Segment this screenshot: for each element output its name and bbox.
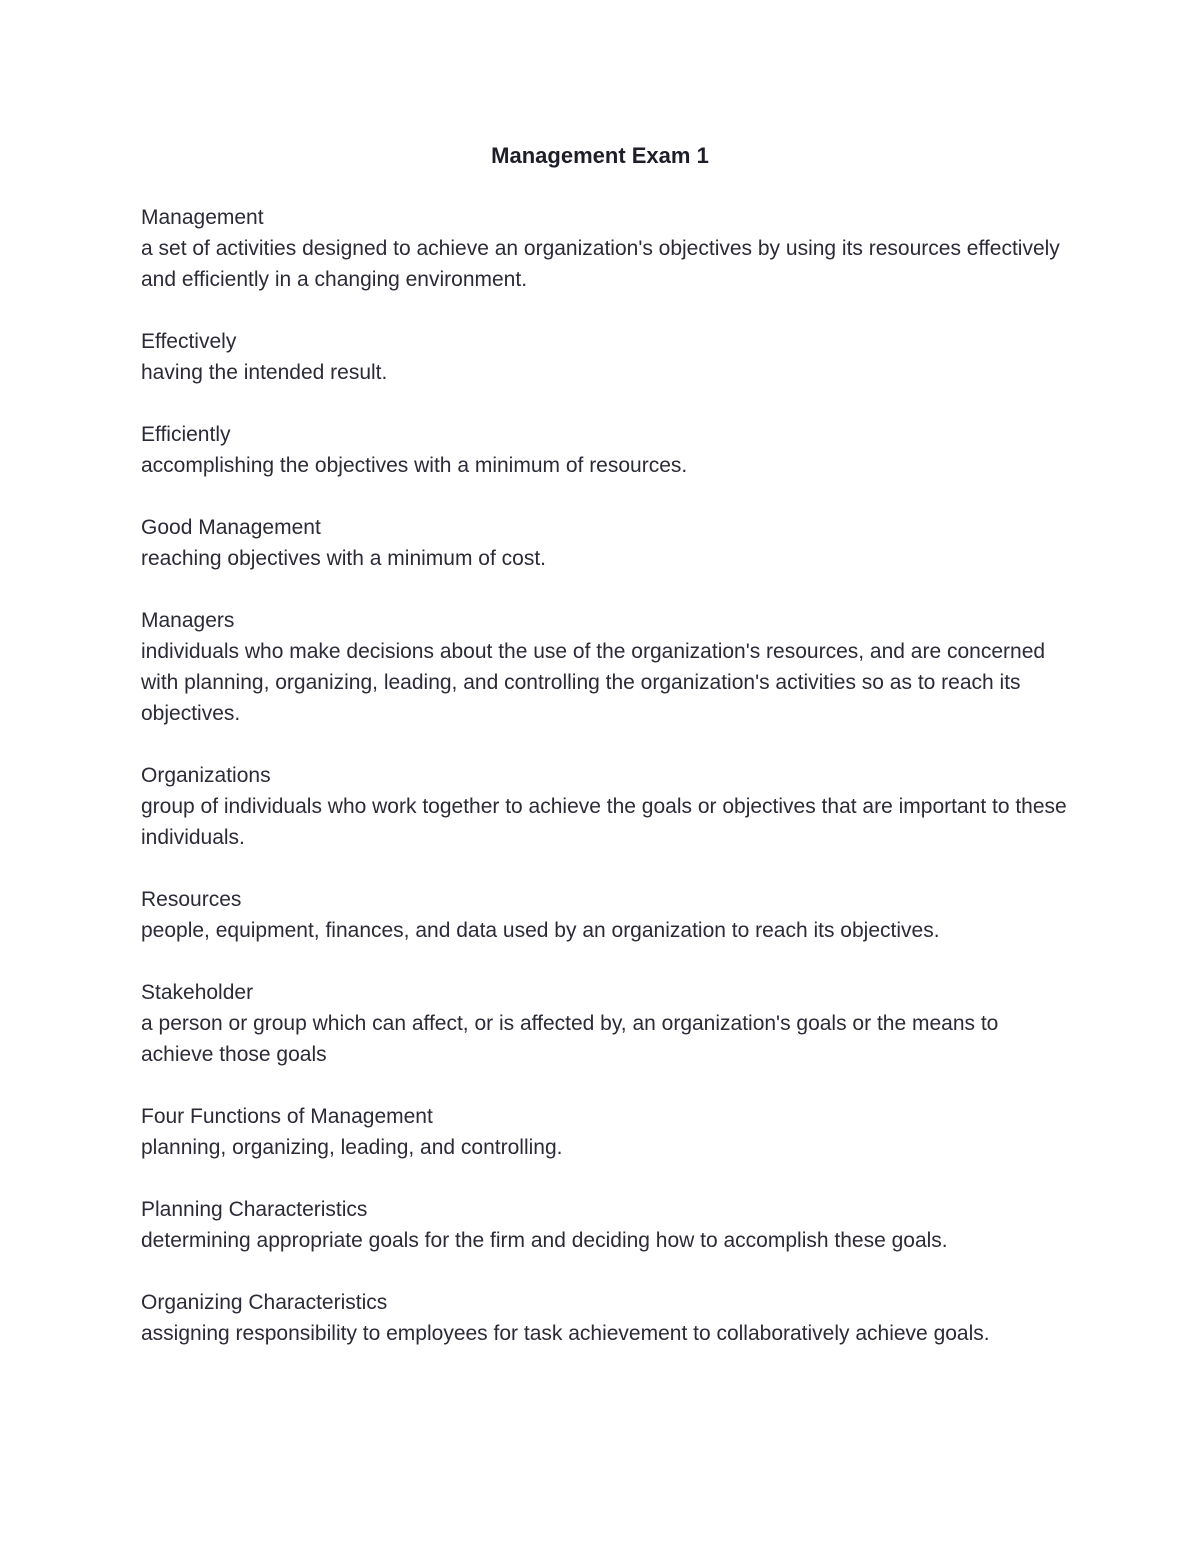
term-name: Stakeholder: [141, 981, 254, 1004]
term-name: Good Management: [141, 516, 321, 539]
term-entry: [141, 326, 1076, 388]
term-name: Organizing Characteristics: [141, 1291, 388, 1314]
term-name: Effectively: [141, 330, 237, 353]
term-definition: group of individuals who work together to achieve the goals or objectives that are important to these individuals.: [141, 795, 1067, 849]
term-list: [141, 202, 1076, 1380]
term-definition: planning, organizing, leading, and controlling.: [141, 1136, 563, 1159]
term-entry: [141, 977, 1076, 1070]
term-entry: [141, 760, 1076, 853]
term-definition: reaching objectives with a minimum of cost.: [141, 547, 546, 570]
term-definition: assigning responsibility to employees for task achievement to collaboratively achieve goals.: [141, 1322, 990, 1345]
term-entry: [141, 1101, 1076, 1163]
term-definition: determining appropriate goals for the firm and deciding how to accomplish these goals.: [141, 1229, 948, 1252]
term-definition: accomplishing the objectives with a minimum of resources.: [141, 454, 688, 477]
term-name: Resources: [141, 888, 242, 911]
term-entry: [141, 1194, 1076, 1256]
term-entry: [141, 512, 1076, 574]
term-definition: people, equipment, finances, and data used by an organization to reach its objectives.: [141, 919, 940, 942]
term-entry: [141, 419, 1076, 481]
term-entry: [141, 202, 1076, 295]
term-name: Management: [141, 206, 264, 229]
term-entry: [141, 605, 1076, 729]
term-name: Managers: [141, 609, 235, 632]
term-definition: having the intended result.: [141, 361, 388, 384]
term-name: Four Functions of Management: [141, 1105, 433, 1128]
document-title: Management Exam 1: [491, 143, 709, 168]
term-name: Organizations: [141, 764, 271, 787]
term-definition: individuals who make decisions about the use of the organization's resources, and are concerned with planning, organizing, leading, and controlling the organization's activities so as to reach its objectives.: [141, 640, 1046, 725]
term-name: Efficiently: [141, 423, 231, 446]
term-name: Planning Characteristics: [141, 1198, 368, 1221]
term-definition: a person or group which can affect, or is affected by, an organization's goals or the means to achieve those goals: [141, 1012, 999, 1066]
term-entry: [141, 884, 1076, 946]
term-definition: a set of activities designed to achieve an organization's objectives by using its resources effectively and efficiently in a changing environment.: [141, 237, 1060, 291]
term-entry: [141, 1287, 1076, 1349]
